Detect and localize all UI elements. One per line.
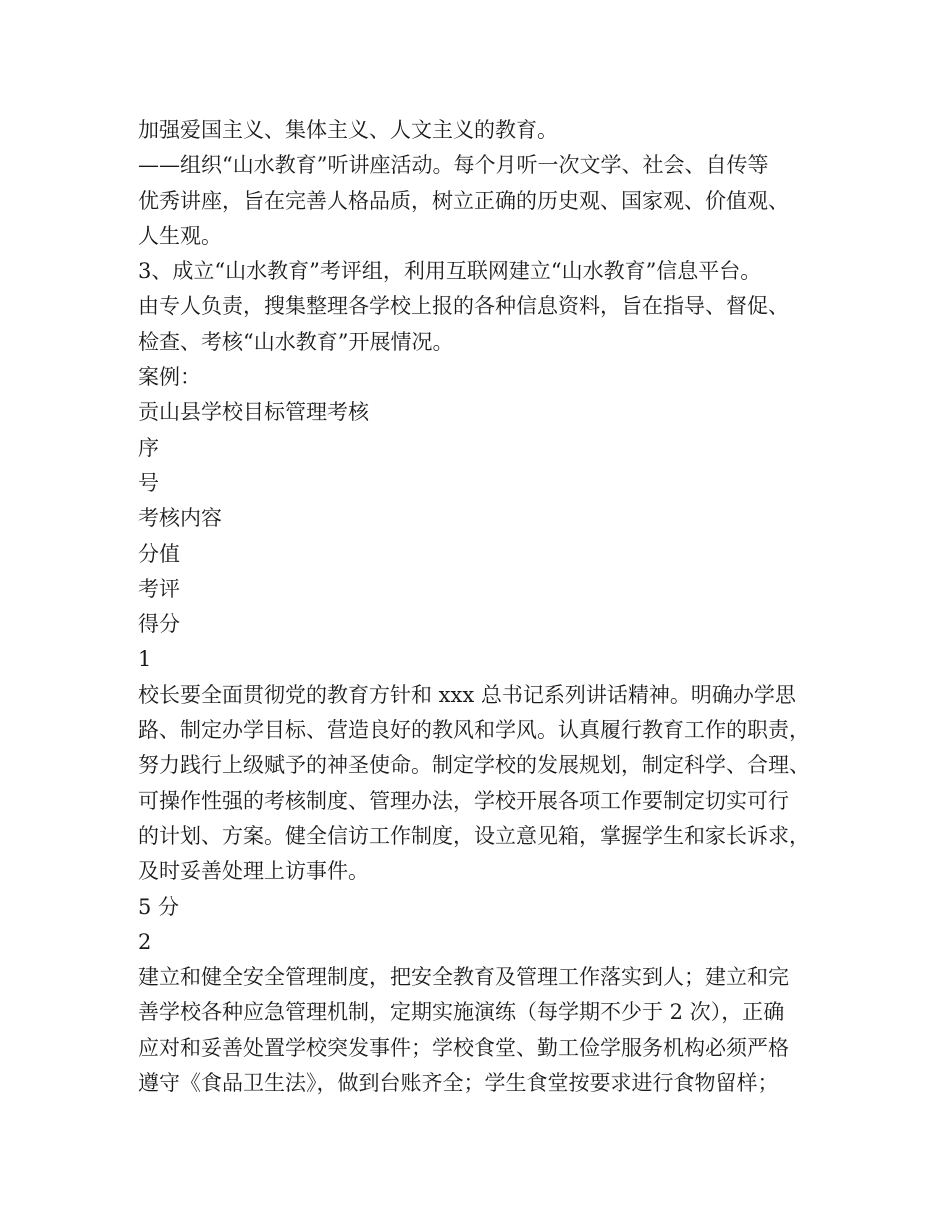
- table-header-eval-2: 得分: [138, 612, 180, 637]
- row-score: 5 分: [138, 894, 180, 919]
- table-header-seq-1: 序: [138, 435, 159, 460]
- table-header-content: 考核内容: [138, 506, 222, 531]
- text-line: 3、成立“山水教育”考评组，利用互联网建立“山水教育”信息平台。: [138, 259, 762, 284]
- text-line: 加强爱国主义、集体主义、人文主义的教育。: [138, 118, 558, 142]
- text-line: ——组织“山水教育”听讲座活动。每个月听一次文学、社会、自传等: [138, 153, 769, 178]
- table-header-seq-2: 号: [138, 470, 159, 495]
- row-content: 应对和妥善处置学校突发事件；学校食堂、勤工俭学服务机构必须严格: [138, 1035, 789, 1060]
- text-line: 检查、考核“山水教育”开展情况。: [138, 329, 454, 354]
- text-line: 优秀讲座，旨在完善人格品质，树立正确的历史观、国家观、价值观、: [138, 188, 789, 213]
- text-line: 人生观。: [138, 223, 222, 248]
- row-content: 建立和健全安全管理制度，把安全教育及管理工作落实到人；建立和完: [138, 965, 789, 990]
- table-title: 贡山县学校目标管理考核: [138, 400, 369, 425]
- row-content: 及时妥善处理上访事件。: [138, 859, 369, 884]
- text-line: 由专人负责，搜集整理各学校上报的各种信息资料，旨在指导、督促、: [138, 294, 789, 319]
- row-content: 善学校各种应急管理机制，定期实施演练（每学期不少于 2 次），正确: [138, 1000, 785, 1025]
- document-body: [138, 113, 828, 1101]
- row-content: 路、制定办学目标、营造良好的教风和学风。认真履行教育工作的职责，: [138, 718, 810, 743]
- case-label: 案例：: [138, 365, 201, 390]
- row-content: 努力践行上级赋予的神圣使命。制定学校的发展规划，制定科学、合理、: [138, 753, 810, 778]
- table-header-eval-1: 考评: [138, 576, 180, 601]
- row-content: 遵守《食品卫生法》，做到台账齐全；学生食堂按要求进行食物留样；: [138, 1071, 779, 1096]
- row-content: 的计划、方案。健全信访工作制度，设立意见箱，掌握学生和家长诉求，: [138, 823, 810, 848]
- row-content: 可操作性强的考核制度、管理办法，学校开展各项工作要制定切实可行: [138, 788, 789, 813]
- row-number: 1: [138, 647, 152, 672]
- row-number: 2: [138, 929, 152, 954]
- row-content: 校长要全面贯彻党的教育方针和 xxx 总书记系列讲话精神。明确办学思: [138, 682, 796, 707]
- table-header-score: 分值: [138, 541, 180, 566]
